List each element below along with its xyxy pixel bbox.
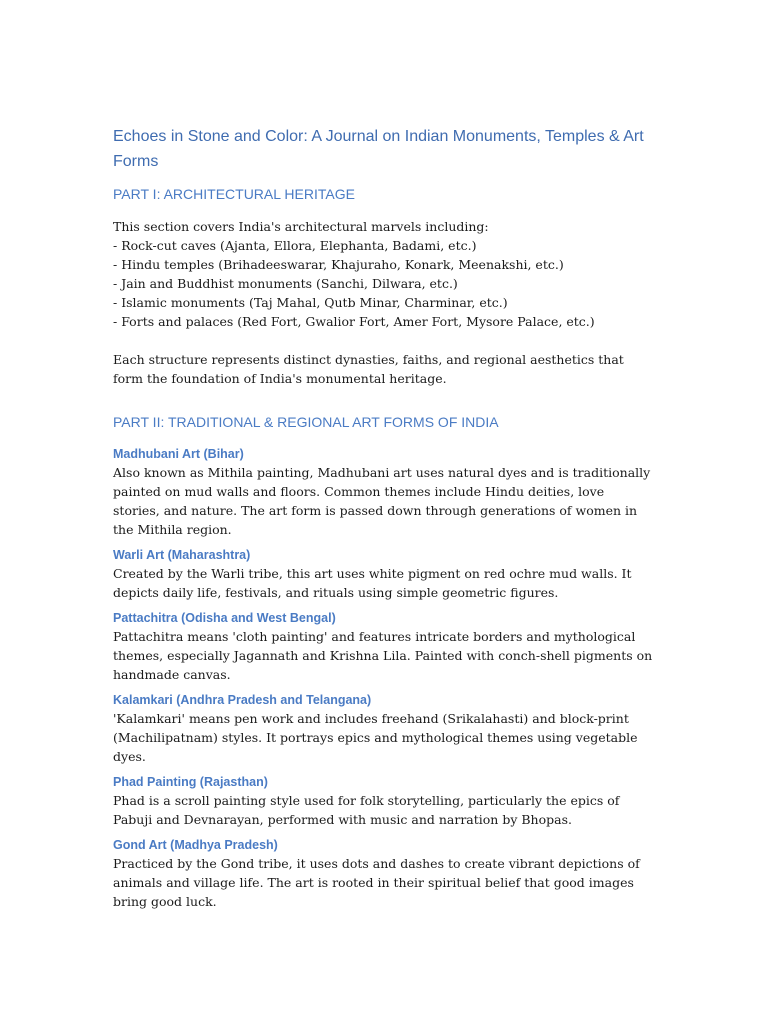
art-form-title: Phad Painting (Rajasthan) xyxy=(113,775,268,789)
art-form-section xyxy=(113,609,653,684)
document-title: Echoes in Stone and Color: A Journal on Indian Monuments, Temples & Art Forms xyxy=(113,128,644,170)
art-form-title: Kalamkari (Andhra Pradesh and Telangana) xyxy=(113,693,372,707)
list-item: - Hindu temples (Brihadeeswarar, Khajuraho, Konark, Meenakshi, etc.) xyxy=(113,257,564,272)
art-form-description: Created by the Warli tribe, this art uses white pigment on red ochre mud walls. It depicts daily life, festivals, and rituals using simple geometric figures. xyxy=(113,566,632,600)
art-form-title: Warli Art (Maharashtra) xyxy=(113,548,251,562)
document-page xyxy=(113,124,653,911)
part1-summary: Each structure represents distinct dynasties, faiths, and regional aesthetics that form the foundation of India's monumental heritage. xyxy=(113,352,624,386)
art-form-section xyxy=(113,773,653,829)
art-form-description: Practiced by the Gond tribe, it uses dots and dashes to create vibrant depictions of animals and village life. The art is rooted in their spiritual belief that good images bring good luck. xyxy=(113,856,640,909)
list-item: - Jain and Buddhist monuments (Sanchi, Dilwara, etc.) xyxy=(113,276,458,291)
art-form-title: Madhubani Art (Bihar) xyxy=(113,447,244,461)
architecture-list xyxy=(113,236,653,331)
list-item: - Forts and palaces (Red Fort, Gwalior Fort, Amer Fort, Mysore Palace, etc.) xyxy=(113,314,595,329)
list-item: - Rock-cut caves (Ajanta, Ellora, Elephanta, Badami, etc.) xyxy=(113,238,477,253)
art-form-title: Gond Art (Madhya Pradesh) xyxy=(113,838,278,852)
art-form-title: Pattachitra (Odisha and West Bengal) xyxy=(113,611,336,625)
list-item: - Islamic monuments (Taj Mahal, Qutb Minar, Charminar, etc.) xyxy=(113,295,508,310)
art-form-section xyxy=(113,836,653,911)
art-form-section xyxy=(113,691,653,766)
art-form-description: Pattachitra means 'cloth painting' and features intricate borders and mythological themes, especially Jagannath and Krishna Lila. Painted with conch-shell pigments on handmade canvas. xyxy=(113,629,653,682)
art-form-description: Phad is a scroll painting style used for folk storytelling, particularly the epics of Pabuji and Devnarayan, performed with music and narration by Bhopas. xyxy=(113,793,620,827)
art-form-section xyxy=(113,445,653,539)
art-form-description: Also known as Mithila painting, Madhubani art uses natural dyes and is traditionally painted on mud walls and floors. Common themes include Hindu deities, love stories, and nature. The art form is passed down through generations of women in the Mithila region. xyxy=(113,465,651,537)
art-form-description: 'Kalamkari' means pen work and includes freehand (Srikalahasti) and block-print (Machilipatnam) styles. It portrays epics and mythological themes using vegetable dyes. xyxy=(113,711,638,764)
part2-heading: PART II: TRADITIONAL & REGIONAL ART FORMS OF INDIA xyxy=(113,414,499,430)
part1-heading: PART I: ARCHITECTURAL HERITAGE xyxy=(113,186,355,202)
part1-intro: This section covers India's architectural marvels including: xyxy=(113,219,489,234)
art-form-section xyxy=(113,546,653,602)
